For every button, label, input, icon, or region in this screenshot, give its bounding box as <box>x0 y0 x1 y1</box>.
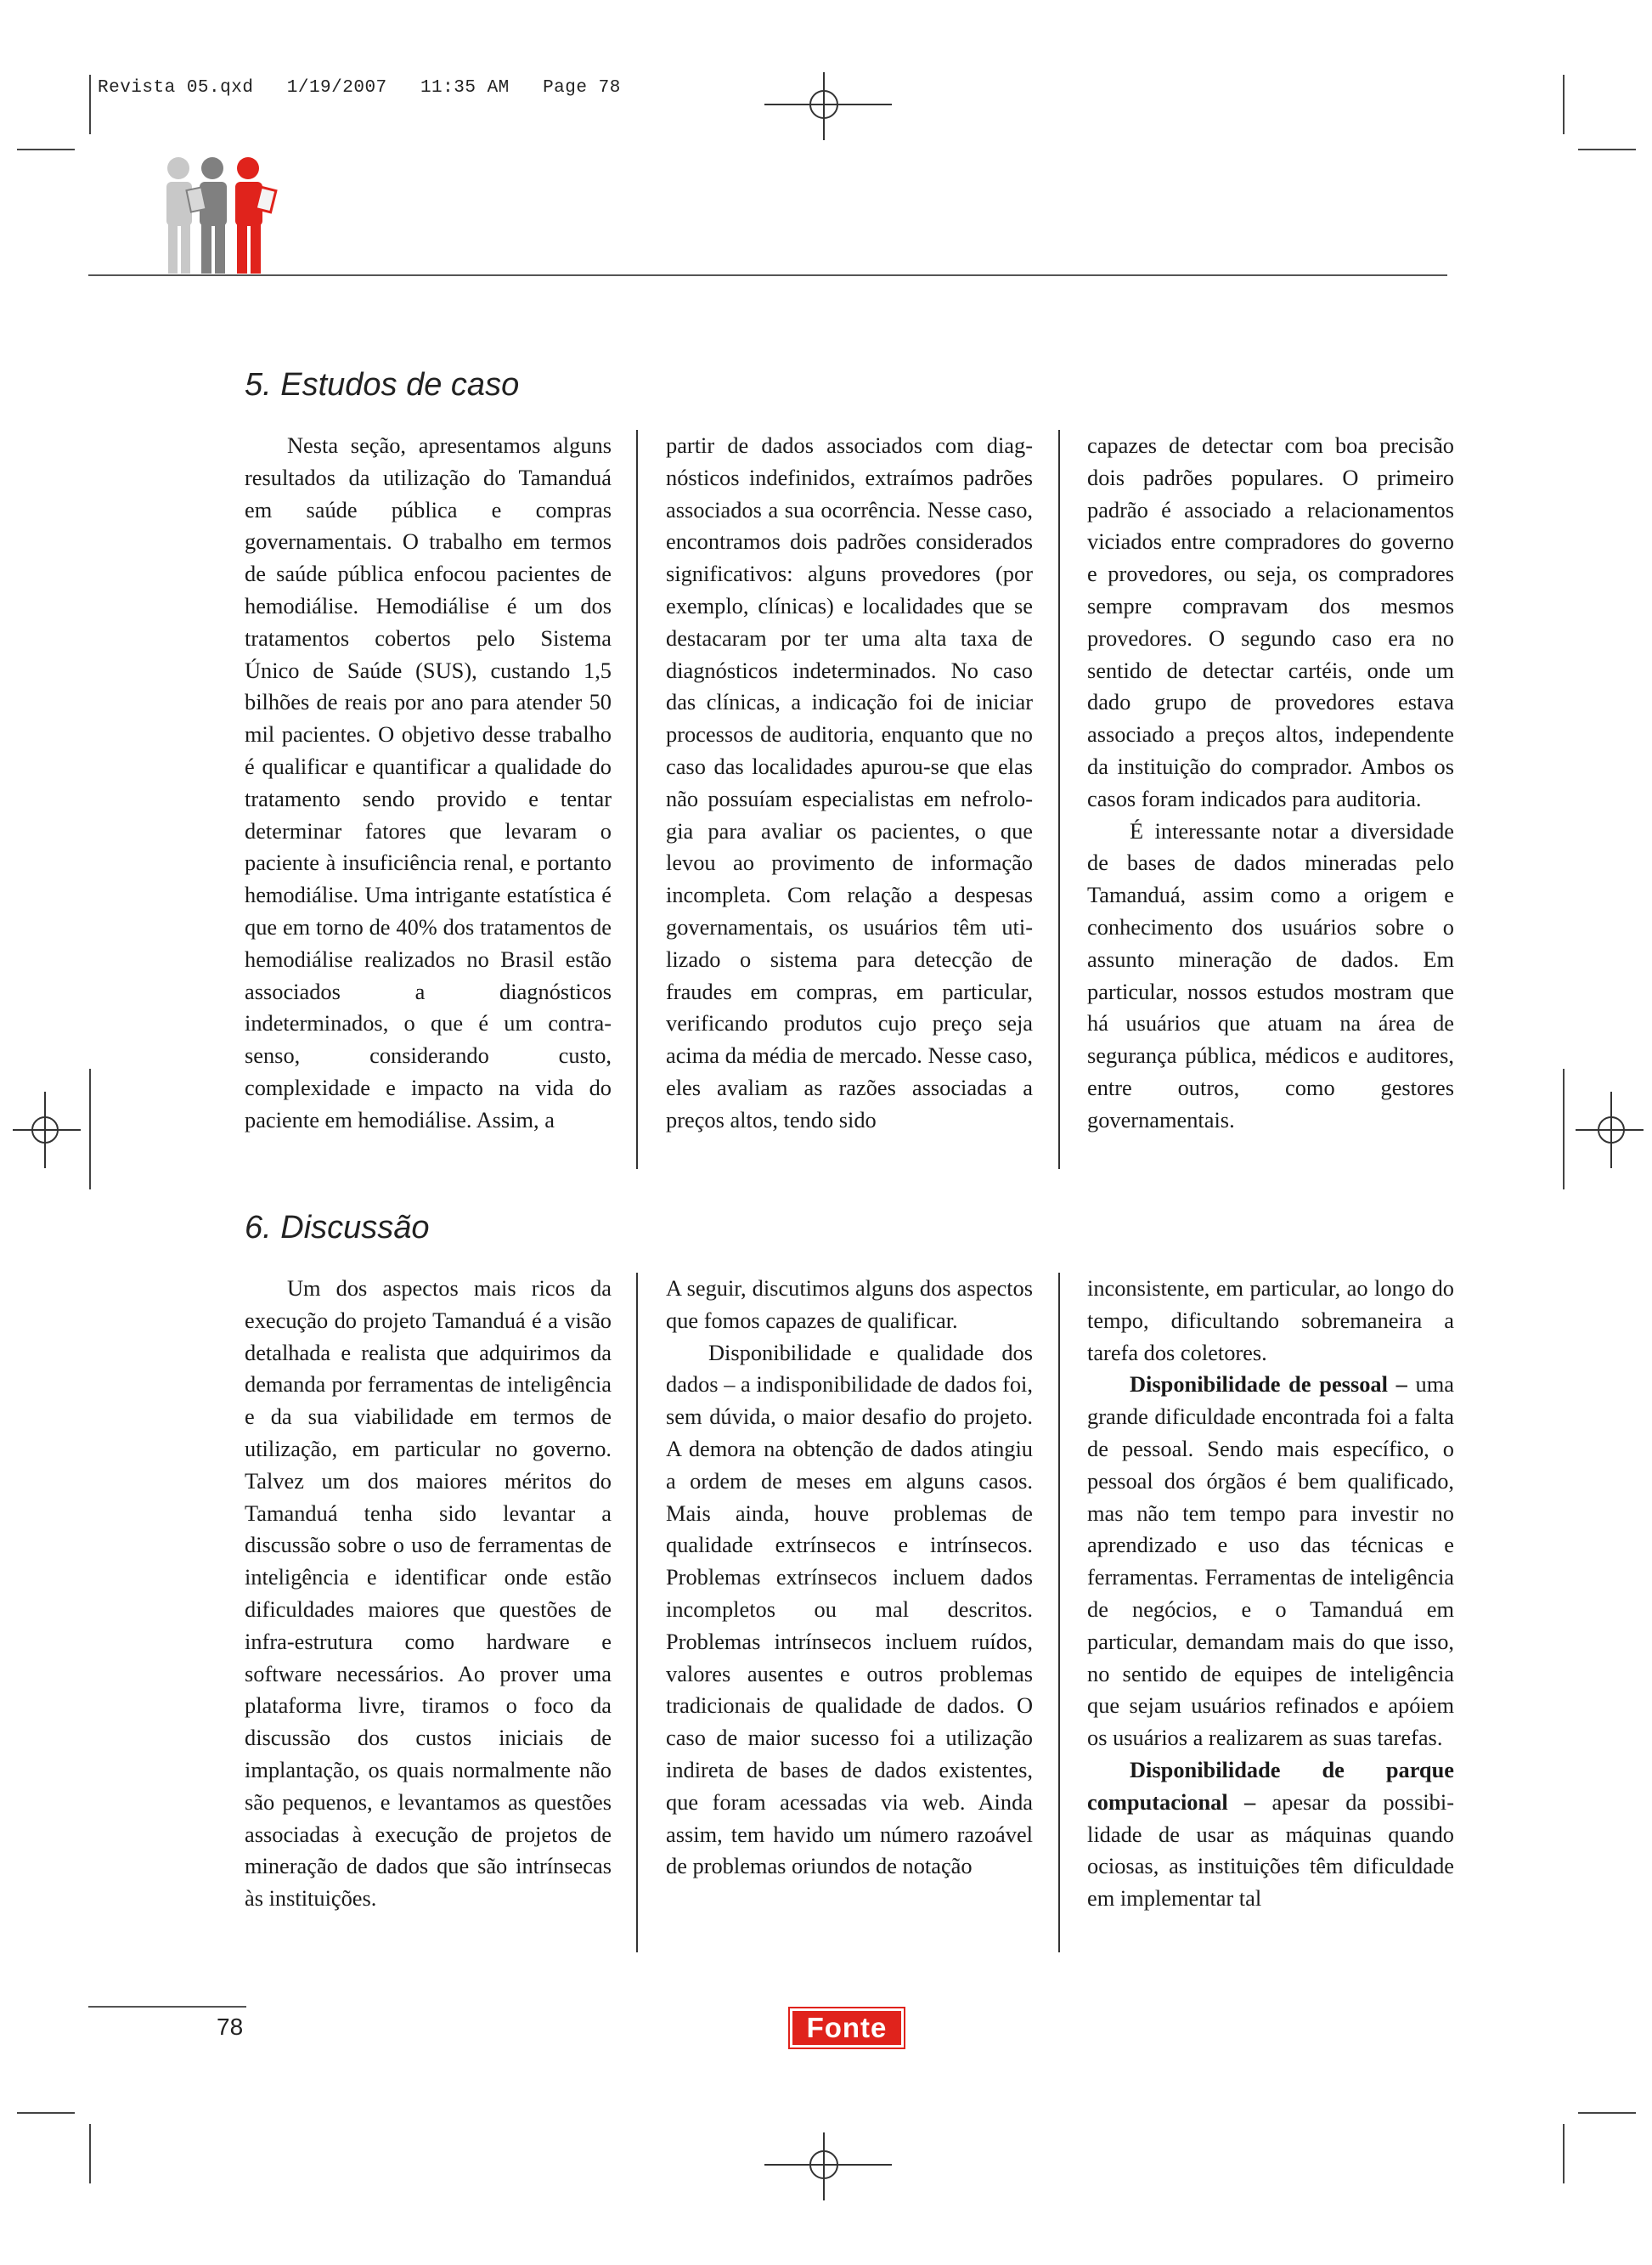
paragraph: Nesta seção, apresentamos alguns resultados da utilização do Tamanduá em saúde pública e compras governamentais. O trabalho em termos de saúde pública enfocou pacientes de hemodiálise. Hemodiálise é um dos tratamentos cobertos pelo Sistema Único de Saúde (SUS), custando 1,5 bilhões de reais por ano para atender 50 mil pacientes. O objetivo desse trabalho é qualificar e quantificar a qualidade do tratamento sendo provido e tentar determinar fatores que levaram o paciente à insuficiência renal, e portanto hemodiálise. Uma intrigante estatística é que em torno de 40% dos tratamentos de hemodiálise realizados no Brasil estão associados a diagnósticos indeterminados, o que é um contra-senso, considerando custo, complexidade e impacto na vida do paciente em hemodiálise. Assim, a <box>245 432 612 1132</box>
column-divider <box>636 430 638 1169</box>
footer-rule <box>88 2006 246 2008</box>
paragraph: Disponibilidade e qualidade dos dados – a indisponibilidade de dados foi, sem dúvida, o maior desafio do projeto. A demora na obtenção de dados atingiu a ordem de meses em alguns casos. Mais ainda, houve problemas de qualidade extrínsecos e intrínsecos. Problemas extrínsecos incluem dados incompletos ou mal descritos. Problemas intrínsecos incluem ruídos, valores ausentes e outros problemas tradicionais de qualidade de dados. O caso de maior sucesso foi a utilização indireta de bases de dados existentes, que foram acessadas via web. Ainda assim, tem havido um número razoável de problemas oriundos de notação <box>666 1339 1033 1879</box>
section-6-column-3 <box>1087 1273 1454 1915</box>
paragraph: Um dos aspectos mais ricos da execução do projeto Tamanduá é a visão detalhada e realista que adquirimos da demanda por ferramentas de inteligência e da sua viabilidade em termos de utilização, em particular no governo. Talvez um dos maiores méritos do Tamanduá tenha sido levantar a discussão sobre o uso de ferramentas de inteligência e identificar onde estão dificuldades maiores que questões de infra-estrutura como hardware e software necessários. Ao prover uma plataforma livre, tiramos o foco da discussão dos custos iniciais de implantação, os quais normalmente não são pequenos, e levantamos as questões associadas à execução de projetos de mineração de dados que são intrínsecas às instituições. <box>245 1275 612 1912</box>
paragraph: capazes de detectar com boa precisão dois padrões populares. O primeiro padrão é associado a relacionamentos viciados entre compradores do governo e provedores, ou seja, os compradores sempre compravam dos mesmos provedores. O segundo caso era no sentido de detectar cartéis, onde um dado grupo de provedores estava associado a preços altos, independente da instituição do comprador. Ambos os casos foram indicados para auditoria. <box>1087 432 1454 811</box>
section-6-column-2 <box>666 1273 1033 1883</box>
paragraph: partir de dados associados com diagnósticos indefinidos, extraímos padrões associados a sua ocorrência. Nesse caso, encontramos dois padrões considerados significativos: alguns provedores (por exemplo, clínicas) e localidades que se destacaram por ter uma alta taxa de diagnósticos indeterminados. No caso das clínicas, a indicação foi de iniciar processos de auditoria, enquanto que no caso das localidades apurou-se que elas não possuíam especialistas em nefrologia para avaliar os pacientes, o que levou ao provimento de informação incompleta. Com relação a despesas governamentais, os usuários têm utilizado o sistema para detecção de fraudes em compras, em particular, verificando produtos cujo preço seja acima da média de mercado. Nesse caso, eles avaliam as razões associadas a preços altos, tendo sido <box>666 432 1033 1132</box>
paragraph: A seguir, discutimos alguns dos aspectos que fomos capazes de qualificar. <box>666 1275 1033 1333</box>
registration-mark-top <box>764 72 892 140</box>
paragraph: Disponibilidade de pessoal – uma grande dificuldade encontrada foi a falta de pessoal. Sendo mais específico, o pessoal dos órgãos é bem qualificado, mas não tem tempo para investir no aprendizado e uso das técnicas e ferramentas. Ferramentas de inteligência de negócios, e o Tamanduá em particular, demandam mais do que isso, no sentido de equipes de inteligência que sejam usuários refinados e apóiem os usuários a realizarem as suas tarefas. <box>1087 1371 1454 1751</box>
paragraph: inconsistente, em particular, ao longo do tempo, dificultando sobremaneira a tarefa dos coletores. <box>1087 1275 1454 1365</box>
section-title-discussao: 6. Discussão <box>245 1210 430 1245</box>
run-in-heading: Disponibilidade de pessoal – <box>1130 1371 1407 1398</box>
people-logo-icon <box>160 155 287 275</box>
page-number: 78 <box>217 2014 244 2040</box>
section-5-column-3 <box>1087 430 1454 1137</box>
section-title-estudos-de-caso: 5. Estudos de caso <box>245 367 520 403</box>
fonte-logo: Fonte <box>790 2008 904 2048</box>
section-6-column-1 <box>245 1273 612 1915</box>
section-5-column-2 <box>666 430 1033 1137</box>
run-in-heading: Disponibilidade de parque computacional – <box>1087 1756 1454 1815</box>
registration-mark-left <box>13 1092 81 1168</box>
paragraph: É interessante notar a diversidade de bases de dados mineradas pelo Tamanduá, assim como a origem e conhecimento dos usuários sobre o assunto mineração de dados. Em particular, nossos estudos mostram que há usuários que atuam na área de segurança pública, médicos e auditores, entre outros, como gestores governamentais. <box>1087 817 1454 1132</box>
section-5-column-1 <box>245 430 612 1137</box>
registration-mark-bottom <box>764 2132 892 2200</box>
column-divider <box>636 1273 638 1952</box>
print-slug: Revista 05.qxd 1/19/2007 11:35 AM Page 78 <box>98 78 621 98</box>
header-rule <box>88 274 1447 276</box>
column-divider <box>1058 1273 1060 1952</box>
registration-mark-right <box>1576 1092 1644 1168</box>
column-divider <box>1058 430 1060 1169</box>
paragraph: Disponibilidade de parque computacional – apesar da possibilidade de usar as máquinas quando ociosas, as instituições têm dificuldade em implementar tal <box>1087 1756 1454 1912</box>
